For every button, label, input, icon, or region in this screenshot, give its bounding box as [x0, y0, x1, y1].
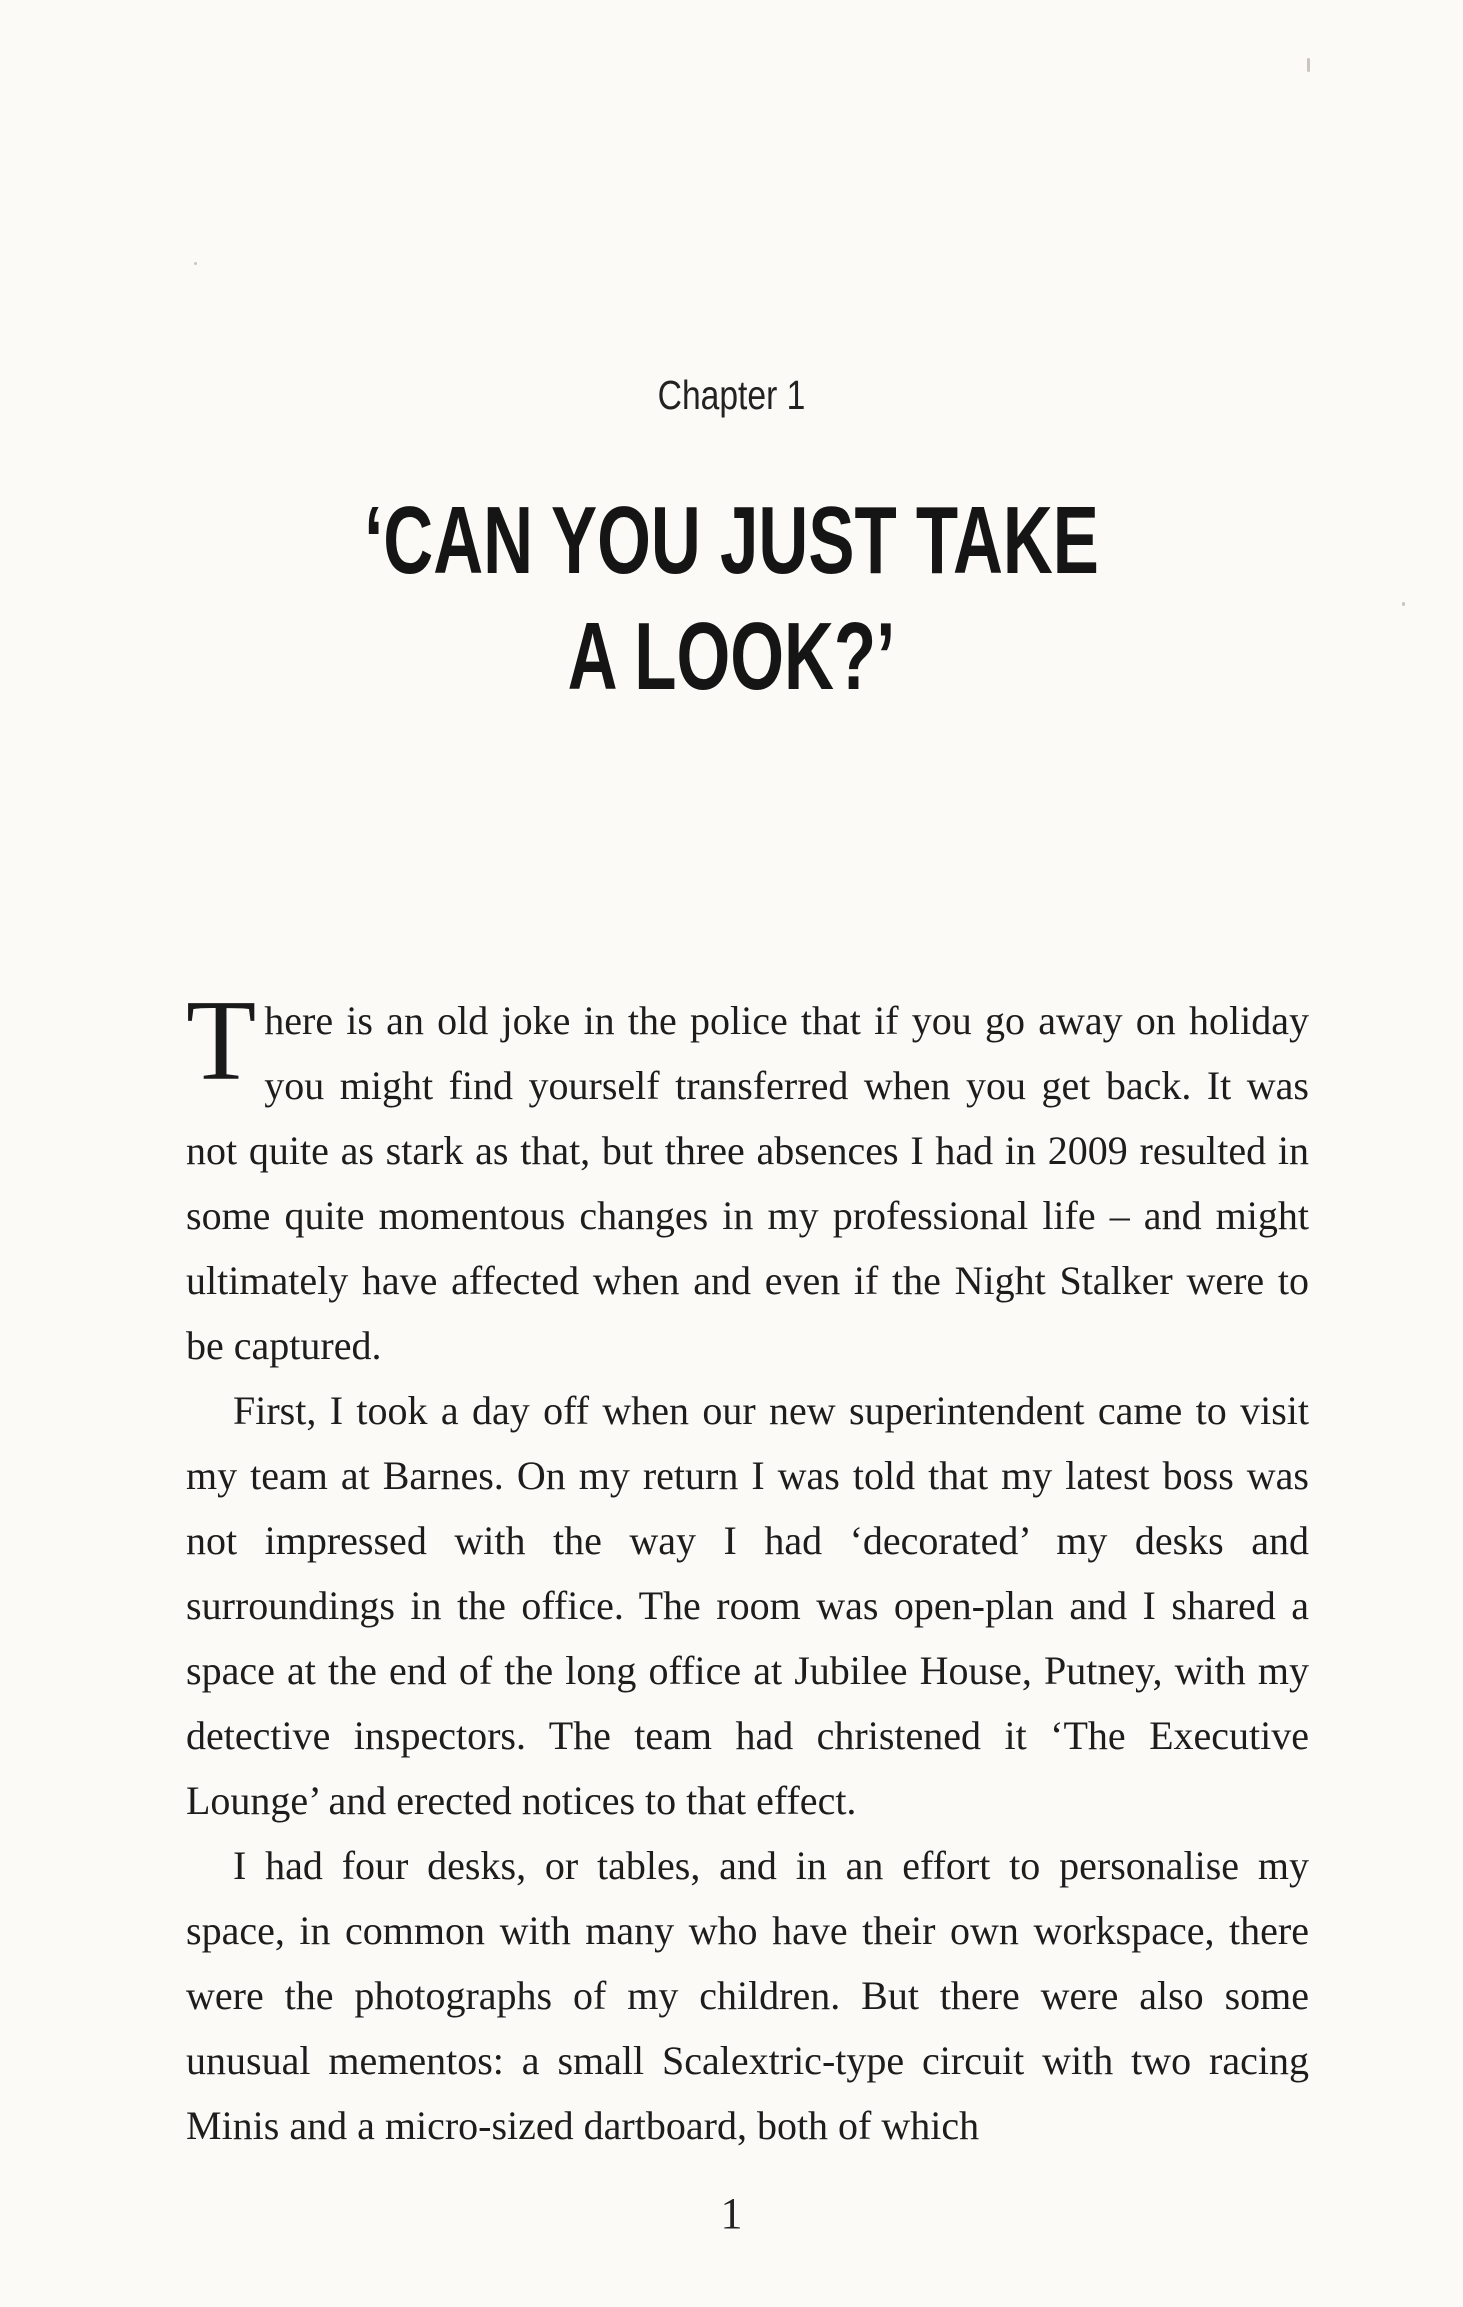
paragraph-3: I had four desks, or tables, and in an effort to personalise my space, in common with many who have their own workspace, there were the photographs of my children. But there were also some unusual mementos: a small Scalextric-type circuit with two racing Minis and a micro-sized dartboard, both of which — [186, 1843, 1309, 2148]
paragraph-1 — [186, 977, 1309, 1378]
chapter-title — [205, 483, 1258, 715]
body-text — [186, 977, 1309, 2158]
page-number: 1 — [720, 2189, 743, 2238]
paragraph-1-text: here is an old joke in the police that if you go away on holiday you might find yourself transferred when you get back. It was not quite as stark as that, but three absences I had in 2009 resulted in some quite momentous changes in my professional life – and might ultimately have affected when and even if the Night Stalker were to be captured. — [186, 998, 1309, 1368]
paragraph-2: First, I took a day off when our new superintendent came to visit my team at Barnes. On my return I was told that my latest boss was not impressed with the way I had ‘decorated’ my desks and surroundings in the office. The room was open-plan and I shared a space at the end of the long office at Jubilee House, Putney, with my detective inspectors. The team had christened it ‘The Executive Lounge’ and erected notices to that effect. — [186, 1388, 1309, 1823]
chapter-title-line-1: ‘CAN YOU JUST TAKE — [364, 487, 1099, 594]
paper-speck — [1307, 58, 1310, 72]
chapter-label: Chapter 1 — [657, 372, 806, 418]
paper-speck — [1402, 602, 1405, 606]
drop-cap: T — [186, 977, 257, 1104]
paper-speck — [194, 262, 197, 265]
chapter-title-line-2: A LOOK?’ — [567, 603, 896, 710]
